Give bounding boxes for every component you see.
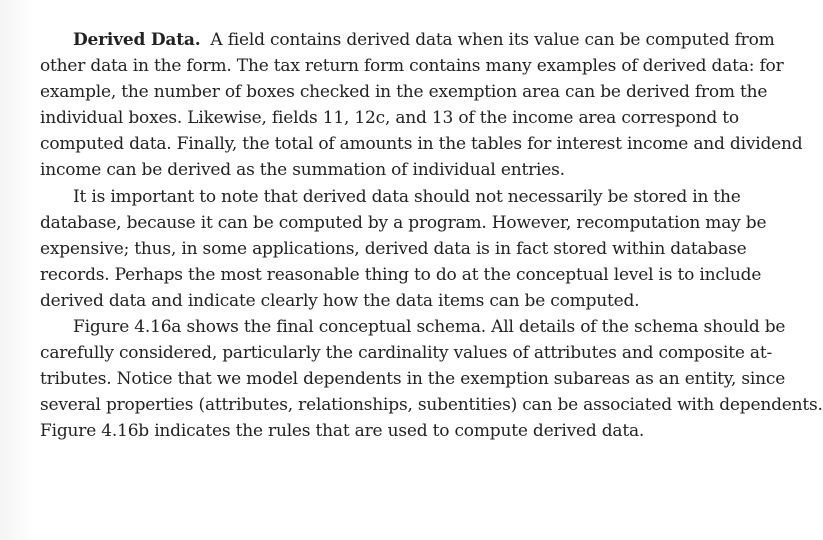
text-line: database, because it can be computed by a program. However, recomputation may be	[40, 212, 767, 233]
paragraph-derived-data	[40, 27, 803, 184]
document-page	[40, 27, 823, 445]
text-line: several properties (attributes, relationships, subentities) can be associated with dependents.	[40, 395, 823, 416]
text-line: Figure 4.16b indicates the rules that are used to compute derived data.	[40, 421, 645, 442]
line-text: A field contains derived data when its value can be computed from	[210, 30, 775, 50]
text-line: other data in the form. The tax return form contains many examples of derived data: for	[40, 56, 784, 77]
text-line: Figure 4.16a shows the final conceptual schema. All details of the schema should be	[73, 317, 786, 338]
paragraph-figure-reference	[40, 314, 823, 444]
text-line: records. Perhaps the most reasonable thing to do at the conceptual level is to include	[40, 264, 762, 285]
text-line: example, the number of boxes checked in the exemption area can be derived from the	[40, 82, 768, 103]
text-line: It is important to note that derived data should not necessarily be stored in the	[73, 186, 741, 207]
paragraph-storage	[40, 184, 767, 314]
text-line: expensive; thus, in some applications, derived data is in fact stored within database	[40, 238, 747, 259]
section-heading: Derived Data.	[73, 30, 201, 50]
text-line: tributes. Notice that we model dependents in the exemption subareas as an entity, since	[40, 369, 786, 390]
text-line	[40, 27, 775, 53]
text-line: carefully considered, particularly the cardinality values of attributes and composite at-	[40, 343, 773, 364]
text-line: derived data and indicate clearly how the data items can be computed.	[40, 290, 640, 311]
scan-edge-shadow	[0, 0, 34, 540]
text-line: individual boxes. Likewise, fields 11, 12c, and 13 of the income area correspond to	[40, 108, 739, 129]
text-line: income can be derived as the summation of individual entries.	[40, 160, 565, 181]
text-line: computed data. Finally, the total of amounts in the tables for interest income and dividend	[40, 134, 803, 155]
